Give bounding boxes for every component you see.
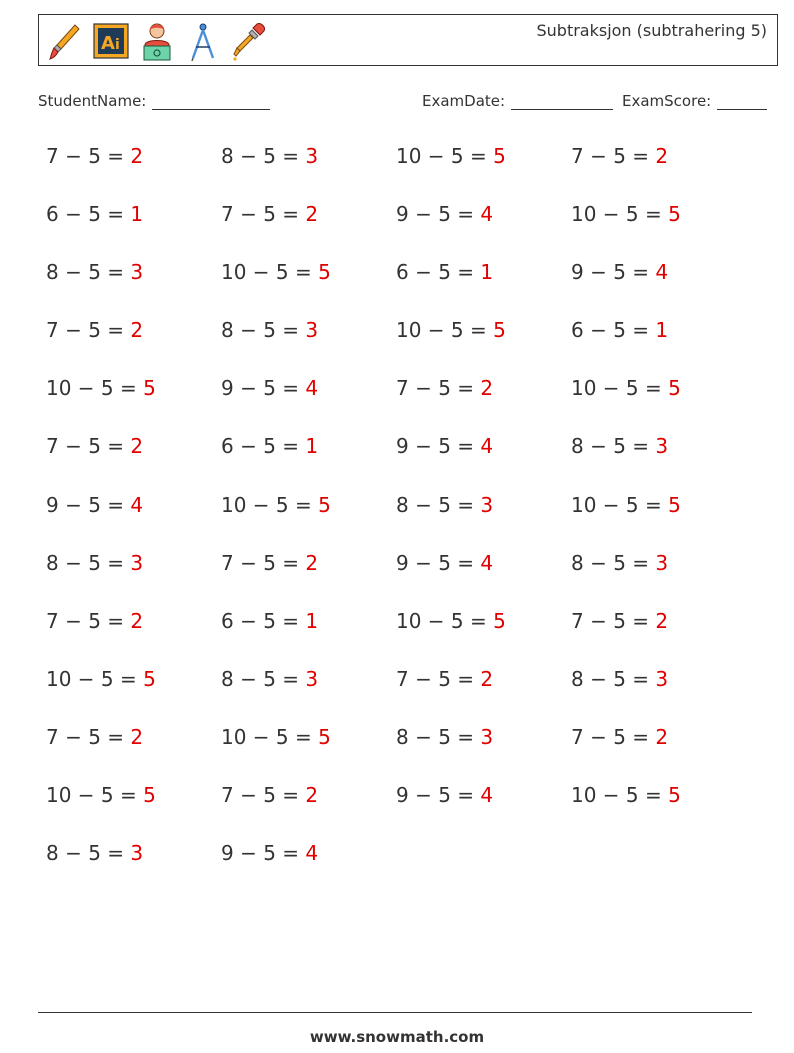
problem-question: 7 − 5 = (46, 318, 131, 343)
problem-answer: 2 (480, 376, 494, 401)
problem-question: 9 − 5 = (396, 783, 481, 808)
problem-answer: 5 (318, 492, 331, 517)
problem-question: 9 − 5 = (221, 376, 306, 401)
problem-cell (396, 144, 506, 168)
problem-answer: 1 (480, 260, 494, 285)
problem-cell (396, 609, 506, 633)
problem-cell (46, 202, 143, 226)
problem-answer: 2 (130, 318, 144, 343)
student-name-field[interactable] (38, 92, 270, 110)
problem-cell (46, 376, 156, 400)
problem-answer: 5 (143, 666, 156, 691)
problem-cell (221, 841, 318, 865)
problem-row (46, 783, 786, 841)
problem-cell (571, 144, 668, 168)
problem-answer: 2 (305, 783, 319, 808)
problem-question: 7 − 5 = (396, 666, 481, 691)
problem-answer: 2 (655, 724, 669, 749)
problem-question: 10 − 5 = (46, 666, 144, 691)
problem-question: 10 − 5 = (46, 376, 144, 401)
problem-answer: 3 (130, 841, 144, 866)
problem-answer: 4 (480, 434, 494, 459)
problem-cell (221, 376, 318, 400)
problem-question: 9 − 5 = (46, 492, 131, 517)
problem-question: 7 − 5 = (571, 608, 656, 633)
problem-cell (571, 667, 668, 691)
problem-cell (571, 434, 668, 458)
problem-row (46, 434, 786, 492)
problem-cell (571, 551, 668, 575)
compass-icon (185, 21, 221, 61)
problem-cell (396, 667, 493, 691)
problem-cell (221, 318, 318, 342)
student-fields (38, 92, 770, 114)
problem-answer: 2 (130, 434, 144, 459)
problem-cell (396, 202, 493, 226)
problem-question: 7 − 5 = (571, 144, 656, 168)
problem-cell (46, 144, 143, 168)
problem-question: 8 − 5 = (396, 724, 481, 749)
problem-question: 9 − 5 = (396, 434, 481, 459)
problem-cell (46, 783, 156, 807)
problem-cell (571, 202, 681, 226)
problem-answer: 3 (655, 550, 669, 575)
problem-answer: 2 (305, 550, 319, 575)
exam-score-field[interactable] (622, 92, 767, 110)
exam-date-field[interactable] (422, 92, 613, 110)
problem-answer: 4 (130, 492, 144, 517)
illustrator-icon (93, 21, 129, 61)
problem-cell (221, 144, 318, 168)
problem-question: 8 − 5 = (571, 550, 656, 575)
problem-answer: 5 (143, 376, 156, 401)
problem-cell (221, 493, 331, 517)
problem-question: 6 − 5 = (221, 608, 306, 633)
exam-score-blank[interactable] (717, 93, 767, 110)
footer-divider (38, 1012, 752, 1013)
problem-answer: 5 (493, 144, 506, 168)
problem-cell (46, 551, 143, 575)
problem-cell (396, 318, 506, 342)
problem-row (46, 725, 786, 783)
problem-question: 10 − 5 = (571, 783, 669, 808)
problem-cell (571, 493, 681, 517)
problem-cell (46, 434, 143, 458)
problem-question: 7 − 5 = (221, 783, 306, 808)
problem-answer: 3 (130, 550, 144, 575)
problem-answer: 2 (130, 608, 144, 633)
problem-cell (221, 202, 318, 226)
problem-row (46, 318, 786, 376)
problem-cell (221, 725, 331, 749)
problem-question: 8 − 5 = (221, 666, 306, 691)
problem-question: 9 − 5 = (396, 550, 481, 575)
problem-answer: 3 (480, 492, 494, 517)
problem-cell (396, 376, 493, 400)
problem-answer: 2 (480, 666, 494, 691)
problem-question: 7 − 5 = (396, 376, 481, 401)
problem-question: 8 − 5 = (221, 144, 306, 168)
problem-question: 6 − 5 = (396, 260, 481, 285)
problem-answer: 5 (668, 202, 681, 227)
problem-question: 7 − 5 = (221, 550, 306, 575)
problem-answer: 5 (668, 376, 681, 401)
problem-answer: 3 (655, 666, 669, 691)
problem-question: 10 − 5 = (396, 608, 494, 633)
problem-row (46, 551, 786, 609)
problem-cell (46, 725, 143, 749)
problem-cell (221, 551, 318, 575)
problem-row (46, 260, 786, 318)
problem-cell (46, 667, 156, 691)
problem-question: 10 − 5 = (571, 376, 669, 401)
problem-cell (571, 376, 681, 400)
problem-question: 7 − 5 = (46, 724, 131, 749)
problem-answer: 1 (305, 608, 319, 633)
problem-question: 7 − 5 = (46, 434, 131, 459)
problem-grid (46, 144, 786, 899)
problem-cell (571, 609, 668, 633)
problem-answer: 3 (305, 666, 319, 691)
problem-answer: 3 (305, 144, 319, 168)
problem-cell (221, 667, 318, 691)
problem-answer: 2 (305, 202, 319, 227)
footer-url: www.snowmath.com (309, 1028, 485, 1046)
exam-score-label: ExamScore: (622, 92, 712, 110)
problem-cell (46, 841, 143, 865)
problem-cell (46, 260, 143, 284)
problem-cell (221, 434, 318, 458)
problem-question: 9 − 5 = (396, 202, 481, 227)
worksheet-header (38, 14, 778, 66)
problem-answer: 1 (655, 318, 669, 343)
problem-answer: 4 (655, 260, 669, 285)
problem-cell (221, 609, 318, 633)
problem-question: 10 − 5 = (221, 724, 319, 749)
problem-row (46, 144, 786, 202)
problem-answer: 2 (130, 144, 144, 168)
problem-cell (221, 783, 318, 807)
problem-answer: 2 (655, 608, 669, 633)
problem-cell (571, 725, 668, 749)
problem-answer: 1 (130, 202, 144, 227)
problem-row (46, 376, 786, 434)
problem-question: 8 − 5 = (571, 666, 656, 691)
problem-question: 10 − 5 = (571, 492, 669, 517)
problem-question: 7 − 5 = (221, 202, 306, 227)
problem-answer: 3 (480, 724, 494, 749)
problem-cell (396, 551, 493, 575)
student-name-label: StudentName: (38, 92, 147, 110)
problem-question: 8 − 5 = (46, 260, 131, 285)
problem-answer: 3 (305, 318, 319, 343)
problem-answer: 2 (655, 144, 669, 168)
problem-cell (396, 783, 493, 807)
icon-row (47, 19, 267, 63)
problem-answer: 4 (480, 202, 494, 227)
problem-answer: 4 (305, 841, 319, 866)
problem-question: 8 − 5 = (571, 434, 656, 459)
problem-answer: 5 (668, 492, 681, 517)
problem-question: 6 − 5 = (46, 202, 131, 227)
problem-question: 8 − 5 = (221, 318, 306, 343)
problem-question: 8 − 5 = (396, 492, 481, 517)
problem-answer: 1 (305, 434, 319, 459)
problem-cell (571, 318, 668, 342)
eyedropper-icon (231, 21, 267, 61)
problem-answer: 5 (318, 260, 331, 285)
problem-question: 9 − 5 = (571, 260, 656, 285)
student-name-blank[interactable] (152, 93, 270, 110)
problem-question: 10 − 5 = (396, 144, 494, 168)
problem-cell (571, 260, 668, 284)
problem-answer: 5 (318, 724, 331, 749)
problem-answer: 3 (130, 260, 144, 285)
worksheet-title: Subtraksjon (subtrahering 5) (536, 21, 767, 40)
problem-answer: 2 (130, 724, 144, 749)
problem-cell (46, 609, 143, 633)
problem-cell (396, 434, 493, 458)
graphic-designer-icon (139, 21, 175, 61)
problem-answer: 5 (493, 608, 506, 633)
problem-answer: 5 (493, 318, 506, 343)
problem-question: 8 − 5 = (46, 550, 131, 575)
problem-answer: 3 (655, 434, 669, 459)
problem-cell (571, 783, 681, 807)
problem-cell (46, 493, 143, 517)
problem-row (46, 493, 786, 551)
problem-answer: 4 (305, 376, 319, 401)
paintbrush-icon (47, 21, 83, 61)
problem-question: 10 − 5 = (571, 202, 669, 227)
problem-question: 7 − 5 = (46, 608, 131, 633)
problem-question: 6 − 5 = (221, 434, 306, 459)
problem-answer: 5 (143, 783, 156, 808)
problem-row (46, 202, 786, 260)
problem-cell (396, 260, 493, 284)
svg-text:A: A (101, 33, 115, 54)
problem-answer: 5 (668, 783, 681, 808)
problem-question: 10 − 5 = (396, 318, 494, 343)
problem-question: 6 − 5 = (571, 318, 656, 343)
problem-question: 7 − 5 = (46, 144, 131, 168)
problem-answer: 4 (480, 783, 494, 808)
problem-answer: 4 (480, 550, 494, 575)
problem-row (46, 667, 786, 725)
problem-question: 10 − 5 = (221, 260, 319, 285)
problem-question: 10 − 5 = (221, 492, 319, 517)
exam-date-blank[interactable] (511, 93, 613, 110)
problem-question: 9 − 5 = (221, 841, 306, 866)
problem-cell (46, 318, 143, 342)
exam-date-label: ExamDate: (422, 92, 506, 110)
problem-question: 7 − 5 = (571, 724, 656, 749)
problem-cell (396, 725, 493, 749)
problem-question: 8 − 5 = (46, 841, 131, 866)
problem-cell (221, 260, 331, 284)
problem-row (46, 841, 786, 899)
problem-cell (396, 493, 493, 517)
svg-text:i: i (115, 37, 120, 53)
problem-row (46, 609, 786, 667)
problem-question: 10 − 5 = (46, 783, 144, 808)
